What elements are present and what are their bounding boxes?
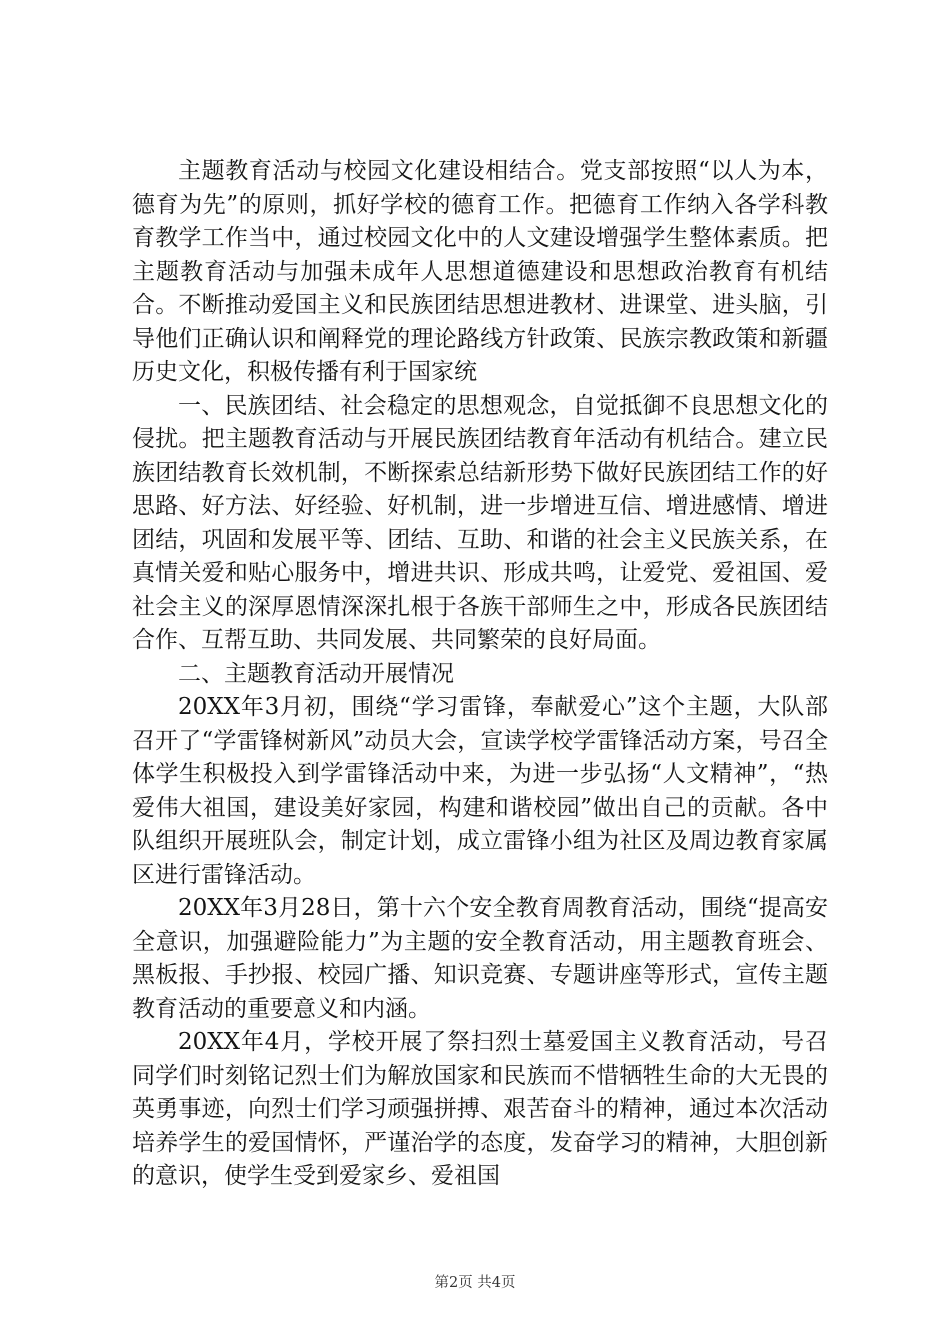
paragraph-martyrs-tomb-patriotic-education: 20XX年4月，学校开展了祭扫烈士墓爱国主义教育活动，号召同学们时刻铭记烈士们为解放国家和民族而不惜牺牲生命的大无畏的英勇事迹，向烈士们学习顽强拼搏、艰苦奋斗的精神，通过本次活动培养学生的爱国情怀，严谨治学的态度，发奋学习的精神，大胆创新的意识，使学生受到爱家乡、爱祖国 [132, 1029, 828, 1189]
paragraph-theme-education-campus-culture: 主题教育活动与校园文化建设相结合。党支部按照“以人为本，德育为先”的原则，抓好学校的德育工作。把德育工作纳入各学科教育教学工作当中，通过校园文化中的人文建设增强学生整体素质。把主题教育活动与加强未成年人思想道德建设和思想政治教育有机结合。不断推动爱国主义和民族团结思想进教材、进课堂、进头脑，引导他们正确认识和阐释党的理论路线方针政策、民族宗教政策和新疆历史文化，积极传播有利于国家统 [132, 158, 828, 385]
section-heading-activities: 二、主题教育活动开展情况 [178, 660, 454, 687]
paragraph-ethnic-unity: 一、民族团结、社会稳定的思想观念，自觉抵御不良思想文化的侵扰。把主题教育活动与开展民族团结教育年活动有机结合。建立民族团结教育长效机制，不断探索总结新形势下做好民族团结工作的好思路、好方法、好经验、好机制，进一步增进互信、增进感情、增进团结，巩固和发展平等、团结、互助、和谐的社会主义民族关系，在真情关爱和贴心服务中，增进共识、形成共鸣，让爱党、爱祖国、爱社会主义的深厚恩情深深扎根于各族干部师生之中，形成各民族团结合作、互帮互助、共同发展、共同繁荣的良好局面。 [132, 392, 828, 653]
page-number-footer: 第2页 共4页 [434, 1275, 516, 1291]
paragraph-learn-from-leifeng: 20XX年3月初，围绕“学习雷锋，奉献爱心”这个主题，大队部召开了“学雷锋树新风”动员大会，宣读学校学雷锋活动方案，号召全体学生积极投入到学雷锋活动中来，为进一步弘扬“人文精神”，“热爱伟大祖国，建设美好家园，构建和谐校园”做出自己的贡献。各中队组织开展班队会，制定计划，成立雷锋小组为社区及周边教育家属区进行雷锋活动。 [132, 694, 828, 888]
document-body [132, 155, 828, 1194]
paragraph-safety-education-week: 20XX年3月28日，第十六个安全教育周教育活动，围绕“提高安全意识，加强避险能力”为主题的安全教育活动，用主题教育班会、黑板报、手抄报、校园广播、知识竞赛、专题讲座等形式，宣传主题教育活动的重要意义和内涵。 [132, 895, 828, 1022]
